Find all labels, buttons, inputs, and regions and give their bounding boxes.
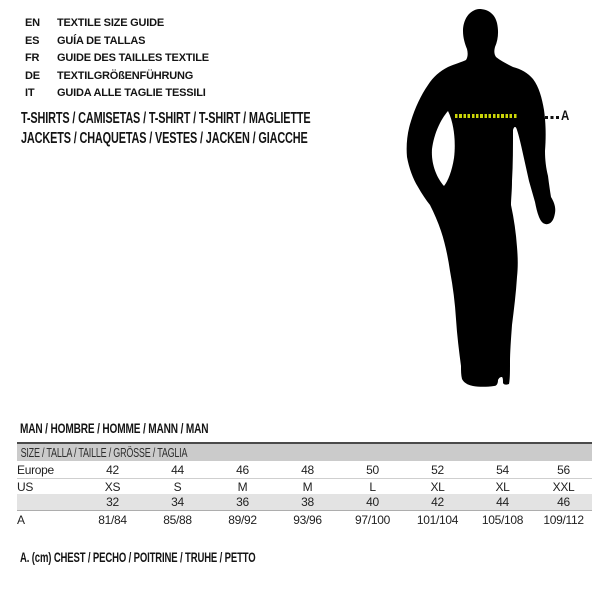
language-guide-list: [25, 15, 355, 103]
size-table: [17, 442, 592, 528]
size-cell: 93/96: [293, 512, 322, 527]
language-code: EN: [25, 17, 40, 29]
man-silhouette: [405, 5, 557, 387]
language-guide-label: TEXTILE SIZE GUIDE: [57, 17, 165, 29]
category-tshirts: T-SHIRTS / CAMISETAS / T-SHIRT / T-SHIRT / MAGLIETTE: [21, 110, 311, 127]
size-cell: 42: [80, 461, 145, 479]
size-table-container: [17, 442, 592, 528]
size-cell: 46: [535, 494, 592, 511]
chest-measure-dash-line: [455, 114, 517, 118]
size-row-label: Europe: [17, 461, 80, 479]
size-cell: 101/104: [416, 512, 459, 527]
size-cell: 54: [470, 461, 535, 479]
language-guide-label: GUIDA ALLE TAGLIE TESSILI: [57, 87, 206, 99]
size-cell: 32: [80, 494, 145, 511]
size-cell: XS: [104, 479, 121, 494]
size-cell: S: [173, 479, 182, 494]
size-table-header-row: [17, 443, 592, 461]
language-row: [25, 50, 355, 68]
size-table-row: [17, 511, 592, 529]
size-table-header-label: SIZE / TALLA / TAILLE / GRÖSSE / TAGLIA: [20, 445, 188, 460]
language-code: ES: [25, 34, 40, 47]
language-code: IT: [25, 87, 35, 99]
size-cell: XL: [495, 479, 510, 494]
size-row-label: US: [17, 479, 34, 494]
size-cell: 50: [340, 461, 405, 479]
measure-label-a: A: [561, 107, 570, 123]
category-jackets: JACKETS / CHAQUETAS / VESTES / JACKEN / GIACCHE: [21, 129, 308, 147]
language-guide-label: GUIDE DES TAILLES TEXTILE: [57, 52, 209, 64]
size-cell: 34: [145, 494, 210, 511]
size-cell: 48: [275, 461, 340, 479]
size-cell: L: [369, 479, 376, 494]
man-silhouette-body: [407, 9, 556, 387]
size-cell: 109/112: [543, 512, 584, 527]
size-cell: XL: [430, 479, 445, 494]
size-cell: 97/100: [355, 512, 390, 527]
size-cell: 105/108: [481, 512, 524, 527]
size-cell: M: [237, 479, 248, 494]
size-cell: XXL: [552, 479, 575, 494]
language-code: FR: [25, 52, 40, 64]
size-row-label: [17, 494, 80, 511]
size-table-row: [17, 461, 592, 479]
language-row: [25, 85, 355, 103]
language-guide-label: TEXTILGRÖßENFÜHRUNG: [57, 69, 194, 82]
size-cell: 38: [275, 494, 340, 511]
size-cell: 46: [210, 461, 275, 479]
size-cell: 81/84: [98, 512, 127, 527]
language-row: [25, 33, 355, 51]
language-code: DE: [25, 69, 40, 82]
measurement-footnote: A. (cm) CHEST / PECHO / POITRINE / TRUHE / PETTO: [20, 549, 256, 565]
size-cell: 44: [145, 461, 210, 479]
language-row: [25, 15, 355, 33]
size-table-row: [17, 494, 592, 511]
size-cell: 36: [210, 494, 275, 511]
size-cell: M: [302, 479, 313, 494]
size-cell: 40: [340, 494, 405, 511]
measure-callout-dash-line: [545, 116, 561, 119]
size-cell: 56: [535, 461, 592, 479]
size-cell: 89/92: [228, 512, 257, 527]
language-guide-label: GUÍA DE TALLAS: [57, 34, 146, 47]
size-cell: 44: [470, 494, 535, 511]
size-cell: 52: [405, 461, 470, 479]
size-table-row: [17, 479, 592, 495]
size-cell: 85/88: [163, 512, 192, 527]
size-row-label: A: [17, 512, 25, 527]
language-row: [25, 68, 355, 86]
section-title-man: MAN / HOMBRE / HOMME / MANN / MAN: [20, 420, 209, 436]
size-cell: 42: [405, 494, 470, 511]
